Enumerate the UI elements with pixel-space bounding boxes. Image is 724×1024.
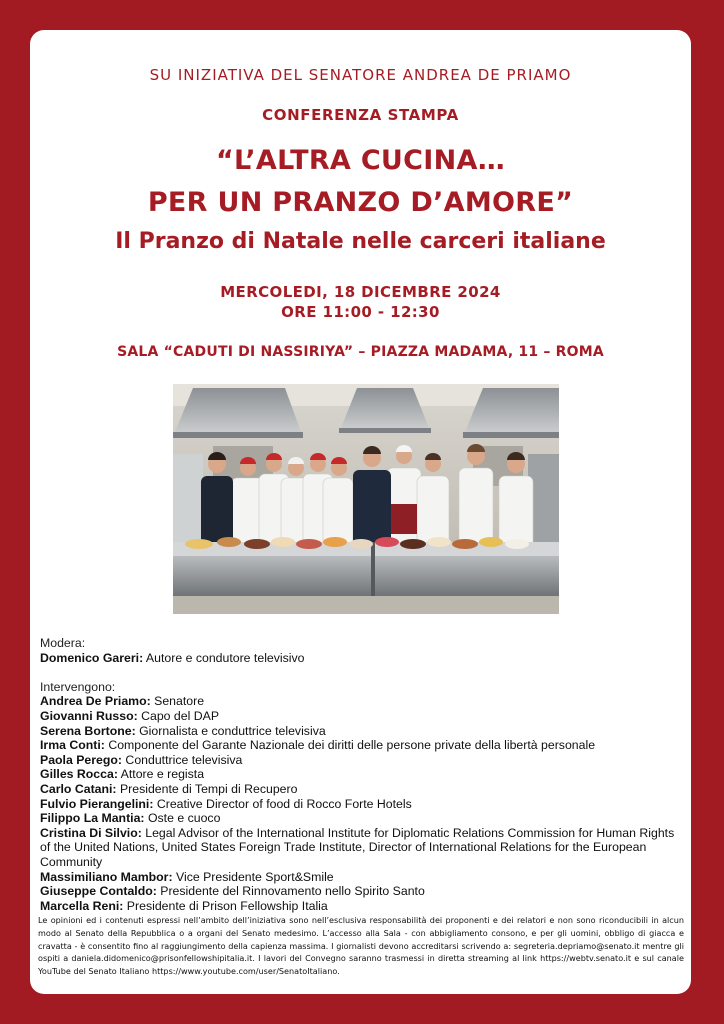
speaker-name: Marcella Reni: xyxy=(40,898,124,913)
speaker-role: Senatore xyxy=(150,694,205,709)
event-date: MERCOLEDI, 18 DICEMBRE 2024 xyxy=(220,283,501,301)
kitchen-group-photo xyxy=(173,384,559,614)
speaker-role: Vice Presidente Sport&Smile xyxy=(172,869,334,884)
speaker-row xyxy=(40,694,686,709)
speaker-role: Creative Director of food di Rocco Forte Hotels xyxy=(153,796,412,811)
speaker-row xyxy=(40,884,686,899)
disclaimer-text: Le opinioni ed i contenuti espressi nell’ambito dell’iniziativa sono nell’esclusiva responsabilità dei proponenti e dei relatori e non sono riconducibili in alcun modo al Senato della Repubblica o a organi del Senato medesimo. L’accesso alla Sala - con abbigliamento consono, e per gli uomini, obbligo di giacca e cravatta - è consentito fino al raggiungimento della capienza massima. I giornalisti devono accreditarsi scrivendo a: segreteria.depriamo@senato.it mentre gli ospiti a daniela.didomenico@prisonfellowshipitalia.it. I lavori del Convegno saranno trasmessi in diretta streaming al link https://webtv.senato.it e sul canale YouTube del Senato Italiano https://www.youtube.com/user/SenatoItaliano. xyxy=(38,915,684,977)
moderator-label: Modera: xyxy=(40,636,86,650)
speaker-role: Componente del Garante Nazionale dei diritti delle persone private della libertà personale xyxy=(104,738,596,753)
speaker-role: Presidente del Rinnovamento nello Spirito Santo xyxy=(156,884,425,899)
event-time: ORE 11:00 - 12:30 xyxy=(281,303,440,321)
title-line-2: PER UN PRANZO D’AMORE” xyxy=(147,187,574,218)
subtitle: Il Pranzo di Natale nelle carceri italiane xyxy=(115,229,606,254)
speaker-row xyxy=(40,753,686,768)
moderator-name: Domenico Gareri: xyxy=(40,650,144,665)
conference-label: CONFERENZA STAMPA xyxy=(262,106,459,124)
speaker-name: Cristina Di Silvio: xyxy=(40,825,142,840)
speaker-row xyxy=(40,826,686,870)
speaker-row xyxy=(40,870,686,885)
event-venue: SALA “CADUTI DI NASSIRIYA” – PIAZZA MADAMA, 11 – ROMA xyxy=(117,344,604,360)
speaker-row xyxy=(40,782,686,797)
speaker-role: Attore e regista xyxy=(117,767,205,782)
speaker-name: Paola Perego: xyxy=(40,752,123,767)
speaker-row xyxy=(40,724,686,739)
speaker-name: Gilles Rocca: xyxy=(40,767,118,782)
speaker-name: Serena Bortone: xyxy=(40,723,136,738)
speaker-name: Giovanni Russo: xyxy=(40,708,138,723)
speaker-role: Conduttrice televisiva xyxy=(122,752,243,767)
speaker-role: Capo del DAP xyxy=(137,708,220,723)
speaker-name: Filippo La Mantia: xyxy=(40,811,145,826)
speaker-name: Massimiliano Mambor: xyxy=(40,869,173,884)
speaker-row xyxy=(40,899,686,914)
speaker-name: Giuseppe Contaldo: xyxy=(40,884,157,899)
speaker-name: Fulvio Pierangelini: xyxy=(40,796,154,811)
speaker-role: Giornalista e conduttrice televisiva xyxy=(135,723,326,738)
moderator-row xyxy=(40,651,686,666)
speaker-row xyxy=(40,797,686,812)
speaker-name: Carlo Catani: xyxy=(40,781,117,796)
speakers-label: Intervengono: xyxy=(40,679,116,694)
speaker-role: Presidente di Tempi di Recupero xyxy=(116,781,298,796)
speaker-name: Andrea De Priamo: xyxy=(40,694,151,709)
initiative-line: SU INIZIATIVA DEL SENATORE ANDREA DE PRIAMO xyxy=(149,66,572,84)
speaker-role: Presidente di Prison Fellowship Italia xyxy=(123,898,328,913)
poster-card xyxy=(30,30,691,994)
speaker-row xyxy=(40,709,686,724)
speaker-role: Oste e cuoco xyxy=(144,811,221,826)
speaker-row xyxy=(40,767,686,782)
title-line-1: “L’ALTRA CUCINA… xyxy=(215,145,506,176)
speakers-section xyxy=(40,636,686,913)
speaker-name: Irma Conti: xyxy=(40,738,105,753)
speaker-row xyxy=(40,738,686,753)
speaker-row xyxy=(40,811,686,826)
speaker-role: Legal Advisor of the International Institute for Diplomatic Relations Commission for Human Rights of the United Nations, United States Foreign Trade Institute, Director of International Relations for the European Community xyxy=(40,825,675,869)
spacer xyxy=(40,665,686,680)
moderator-role: Autore e condutore televisivo xyxy=(143,650,305,665)
